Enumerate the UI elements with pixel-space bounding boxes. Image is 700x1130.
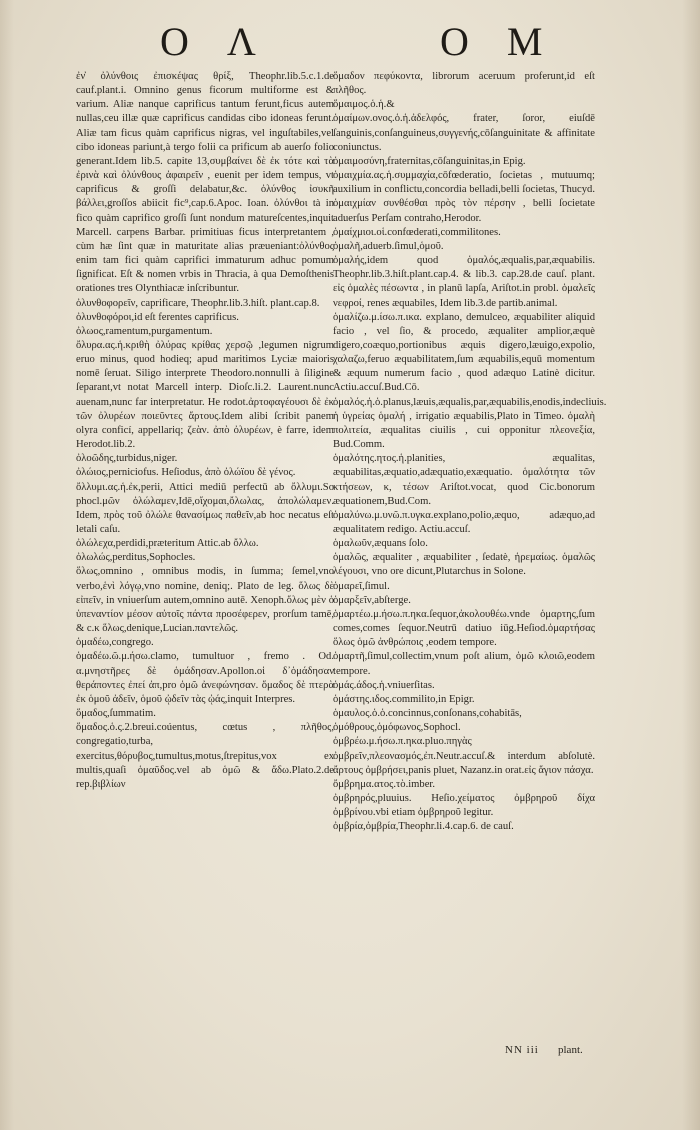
- dictionary-entry: ὄλλυμι.ας.ἡ.ἐκ,perii, Attici mediū perfectū ab ὄλλυμι.So phocl.μῶν ὀλώλαμεν,Idē,οἴχομαι,ὄλωλας, ἀπολώλαμεν. Idem, πρὸς τοῦ ὀλώλε θανασίμως παθεῖν,ab hoc necatus eſt letali caſu.: [76, 481, 334, 535]
- dictionary-entry: ὁμάστης.ιδος.commilito,in Epigr.: [333, 693, 475, 705]
- left-column: [76, 70, 334, 792]
- catchword: plant.: [558, 1044, 583, 1056]
- dictionary-entry: ὁμαιχμία.ας.ἡ.συμμαχία,cōfœderatio, ſocietas , mutuumq; auxilium in conflictu,concordia belladi,belli ſocietas, Thucyd. ὁμαιχμίαν συνθέσθαι πρὸς τὸν πέρσην , belli ſocietate aduerſus Perſam contraho,Herodor.: [333, 170, 595, 224]
- dictionary-entry: ὀλοῶδης,turbidus,niger.: [76, 453, 178, 465]
- dictionary-entry: ὄμβρημα.ατος.τὸ.imber.: [333, 778, 435, 790]
- header-left-letters: O Λ: [160, 19, 270, 64]
- dictionary-entry: ἐν̓ ὀλύνθοις ἐπισκέψας θρίξ, Theophr.lib.5.c.1.de cauf.plant.i. Omnino genus ficorum multiforme est & varium. Aliæ nanque caprificus tantum ferunt,ficus autem nullas,ceu illæ quæ caprificus candidas cibo idoneas ferunt. Aliæ tam ficus quàm caprificus nigras, vel inguſtabiles,vel cibo idoneas pariunt,à tergo folii ca prificum ab auerſo folio generant.Idem lib.5. capite 13,συμβαίνει δὲ ἐκ τότε καὶ τὰ ἐρινὰ καὶ ὀλύνθους ἀφαιρεῖν , euenit per idem tempus, vt caprificus & groſſi delabatur,&c. ὀλύνθος ἰσυκῆ βάλλει,groſſos abiicit fic⁹,cap.6.Apoc. Ioan. ὀλύνθοι tà in fico quàm caprifico groſſi ſunt nondum matureſcentes,inquit Marcell. carpens Barbar. primitiuas ficus interpretantem , cùm hæ ſint quæ in maturitate alias præueniant:ὀλύνθος enim tam fici quàm caprifici immaturum adhuc pomum ſignificat. Eſt & nomen vrbis in Thracia, à qua Demoſthenis orationes tres Olynthiacæ inſcribuntur.: [76, 71, 334, 295]
- dictionary-entry: ὀμβρέω.μ.ήσω.π.ηκα.pluo.πηγὰς ὀμβρεῖν,πλεονασμός,ἐπ.Neutr.accuſ.& interdum abſolutè. ἄρτους ὀμβρήσει,panis pluet, Nazanz.in orat.εἰς ἅγιον πάσχα.: [333, 736, 595, 776]
- signature-mark: NN iii: [505, 1044, 539, 1056]
- dictionary-entry: ὁμαδέω.ῶ.μ.ήσω.clamo, tumultuor , fremo . Od. α.μνηστῆρες δὲ ὁμάδησαν.Apollon.οἱ δ᾽ὁμάδησαν θεράποντες ἐπεί ἀπ,pro ὁμῶ ἀνεφώνησαν. ὅμαδος δὲ πτερὰ ἐκ ὁμοῦ ἀδεῖν, ὁμοῦ ᾠδεῖν τὰς ᾠάς,inquit Interpres.: [76, 651, 334, 705]
- left-edge-shadow: [0, 0, 14, 1130]
- dictionary-entry: ὁμαιμοσύνη,fraternitas,cōſanguinitas,in Epig.: [333, 155, 526, 167]
- dictionary-entry: ὁμαλίζω.μ.ίσω.π.ικα. explano, demulceo, æquabiliter aliquid facio , vel ſio, & procedo, æqualiter amplior,æquè digero,coæquo,portionibus æquis digero,læuigo,expolio, χαλαζω,feruo æquabilitatem,ſum æquabilis,equū momentum & æquum numerum facio , quod adæquo Latinè dicitur. Actiu.accuſ.Bud.Cō.: [333, 311, 595, 394]
- dictionary-entry: ὁμαλότης.ητος.ἡ.planities, æqualitas, æquabilitas,æquatio,adæquatio,exæquatio. ὁμαλότητα τῶν κτήσεων, κ, τέσων Ariſtot.vocat, quod Cic.bonorum æquationem,Bud.Com.: [333, 453, 595, 507]
- dictionary-entry: ὀλυνθοφόροι,id eſt ferentes caprificus.: [76, 311, 239, 323]
- running-header: [0, 18, 700, 68]
- dictionary-entry: ὁμαίμων.ονος.ὁ.ἡ.ἀδελφός, frater, ſoror, eiuſdē ſanguinis,conſanguineus,συγγενής,cōſanguinitate & affinitate coniunctus.: [333, 113, 595, 153]
- dictionary-entry: ὅλως,omnino , omnibus modis, in ſumma; ſemel,vno verbo,ἑνὶ λόγῳ,vno nomine, deniq;. Plato de leg. ὅλως δὲ εἰπεῖν, in vniuerſum autem,omnino autē. Xenoph.ὅλως μὲν ὁ ὑπεναντίον μέσον αὐτοῖς πάντα προσέφερεν, prorſum tamē, & c.κ ὅλως,denique,Lucian.παντελῶς.: [76, 566, 334, 635]
- dictionary-entry: ὅμαδον πεφύκοντα, librorum aceruum proferunt,id eſt πλῆθος.: [333, 71, 595, 97]
- dictionary-entry: ὅμαδος,ſummatim.: [76, 708, 156, 720]
- dictionary-entry: ὀλώλεχα,perdidi,præteritum Attic.ab ὄλλω.: [76, 538, 259, 550]
- dictionary-entry: ὁμαλής,idem quod ὁμαλός,æqualis,par,æquabilis. Theophr.lib.3.hiſt.plant.cap.4. & lib.3. cap.28.de cauſ. plant. εἰς ὁμαλὲς πέσωντα , in planū lapſa, Ariſtot.in probl. ὁμαλεῖς νεφροί, renes æquabiles, Idem lib.3.de partib.animal.: [333, 255, 595, 309]
- dictionary-entry: ὄλυρα.ας.ἡ.κριθὴ ὀλύρας κρίθας χερσῷ ,legumen nigrum eruo minus, quod hodieq; apud maritimos Lyciæ maioris nomē ſeruat. Siligo interprete Theodoro.nonnulli à ſiligine ſeparant,vt notat Marcell interp. Dioſc.li.2. Laurent.nunc auenam,nunc far interpretatur. He rodot.ἀρτοφαγέουσι δὲ ἐκ τῶν ὀλυρέων ποιεῦντες ἄρτους.Idem alibi ſcribit panem olyra conficí, appellariq; ζεὰν. ἀπὸ ὀλυρέων, è farre, idem Herodot.lib.2.: [76, 339, 334, 451]
- dictionary-entry: ὀμβρία,ὀμβρία,Theophr.li.4.cap.6. de cauſ.: [333, 821, 514, 833]
- dictionary-entry: ὁμάς.άδος.ἡ.vniuerſitas.: [333, 679, 435, 691]
- dictionary-entry: ὀλυνθοφορεῖν, caprificare, Theophr.lib.3.hiſt. plant.cap.8.: [76, 297, 320, 309]
- dictionary-entry: ὁμαρτέω.μ.ήσω.π.ηκα.ſequor,ἀκολουθέω.vnde ὁμαρτης,ſum comes,comes ſequor.Neutrū datiuo iūg.Heſiod.ὁμαρτήσας ὅλως ὁμῶ ἀνθρώποις ,eodem tempore.: [333, 608, 595, 649]
- right-column: [333, 70, 607, 834]
- dictionary-entry: ὁμαλύνω.μ.υνῶ.π.υγκα.explano,polio,æquo, adæquo,ad æqualitatem redigo. Actiu.accuſ.: [333, 509, 595, 535]
- dictionary-entry: ὀλωος,ramentum,purgamentum.: [76, 325, 213, 337]
- dictionary-entry: ὁμαρξεῖν,abſterge.: [333, 594, 411, 606]
- dictionary-entry: ὁμαρεῖ,ſimul.: [333, 580, 390, 592]
- dictionary-entry: ὁμαλωῦν,æquans ſolo.: [333, 538, 428, 550]
- dictionary-entry: ὁμαλός.ἡ.ὁ.planus,læuis,æqualis,par,æquabilis,enodis,indecliuis. ἡ ὑγρείας ὁμαλή , irrigatio æquabilis,Plato in Timeo. ὁμαλὴ πολιτεία, æqualitas ciuilis , cui opponitur πλεονεξία, Bud.Comm.: [333, 396, 607, 451]
- dictionary-entry: ὁμαλῶς, æqualiter , æquabiliter , ſedatè, ἡρεμαίως. ὁμαλῶς λέγουσι, vno ore dicunt,Plutarchus in Solone.: [333, 552, 595, 578]
- dictionary-entry: ὅμαιμος.ὁ.ἡ.&: [333, 99, 395, 111]
- dictionary-entry: ὀμβρηρός,pluuius. Heſio.χείματος ὀμβρηροῦ δίχα ὀμβρίνου.vbi etiam ὀμβρηροῦ legitur.: [333, 792, 595, 819]
- dictionary-entry: ὁμαυλος.ὁ.ὁ.concinnus,conſonans,cohabitās, ὁμόθρους,ὁμόφωνος,Sophocl.: [333, 708, 522, 734]
- dictionary-entry: ὁμαρτῆ,ſimul,collectim,vnum poſt alium, ὁμῶ κλοιῶ,eodem tempore.: [333, 651, 595, 677]
- dictionary-entry: ὁμαδέω,congrego.: [76, 637, 154, 649]
- dictionary-entry: ὁμαίχμιοι.οἱ.confœderati,commilitones.: [333, 226, 501, 238]
- header-right-letters: O M: [440, 19, 557, 64]
- dictionary-entry: ὅμαδος.ὁ.ς.2.breui.coúentus, cœtus , πλῆθος, congregatio,turba, exercitus,θόρυβος,tumultus,motus,ſtrepitus,vox ex multis,quaſi ὁμαῦδος.vel ab ὁμῶ & ἄδω.Plato.2.de rep.βιβλίων: [76, 722, 334, 790]
- dictionary-entry: ὀλώιος,perniciofus. Heſiodus, ἀπὸ ὀλώϊου δὲ γένος.: [76, 467, 296, 479]
- dictionary-entry: ὀλωλώς,perditus,Sophocles.: [76, 552, 196, 564]
- dictionary-entry: ὁμαλῆ,aduerb.ſimul,ὁμοῦ.: [333, 240, 444, 252]
- right-edge-shadow: [682, 0, 700, 1130]
